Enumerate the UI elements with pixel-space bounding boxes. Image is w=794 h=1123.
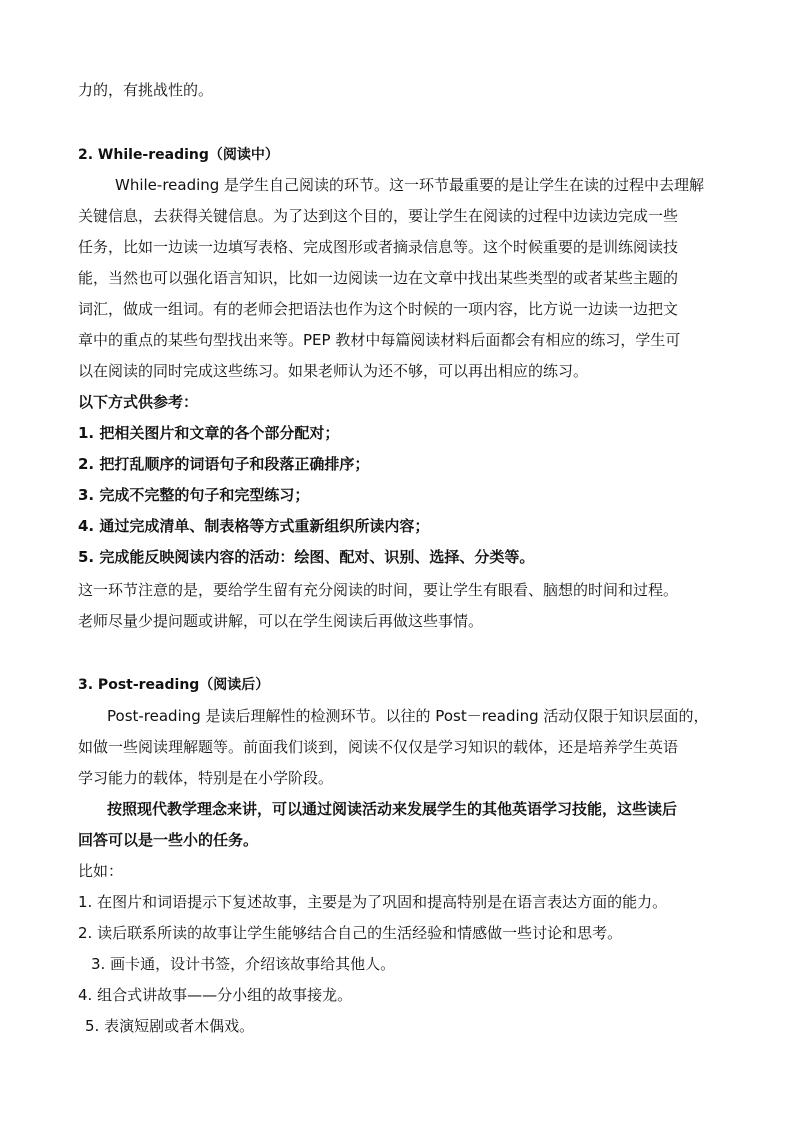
intro-tail-text: 力的，有挑战性的。 — [78, 81, 214, 99]
example-item: 3. 画卡通，设计书签，介绍该故事给其他人。 — [91, 955, 396, 973]
section-3-heading: 3. Post-reading（阅读后） — [78, 677, 270, 693]
list-item: 5. 完成能反映阅读内容的活动：绘图、配对、识别、选择、分类等。 — [78, 548, 535, 566]
section-3-paragraph-line: 如做一些阅读理解题等。前面我们谈到，阅读不仅仅是学习知识的载体，还是培养学生英语 — [78, 738, 679, 756]
section-2-paragraph-line: 关键信息，去获得关键信息。为了达到这个目的，要让学生在阅读的过程中边读边完成一些 — [78, 207, 679, 225]
section-2-paragraph-line: 能，当然也可以强化语言知识，比如一边阅读一边在文章中找出某些类型的或者某些主题的 — [78, 269, 679, 287]
list-item: 1. 把相关图片和文章的各个部分配对； — [78, 424, 340, 442]
example-item: 2. 读后联系所读的故事让学生能够结合自己的生活经验和情感做一些讨论和思考。 — [78, 924, 623, 942]
section-2-heading: 2. While-reading（阅读中） — [78, 147, 279, 163]
list-item: 2. 把打乱顺序的词语句子和段落正确排序； — [78, 455, 370, 473]
section-3-paragraph-line: Post-reading 是读后理解性的检测环节。以往的 Post－reading 活动仅限于知识层面的， — [107, 707, 709, 725]
example-item: 5. 表演短剧或者木偶戏。 — [85, 1017, 255, 1035]
example-item: 4. 组合式讲故事——分小组的故事接龙。 — [78, 986, 353, 1004]
emphasis-line: 按照现代教学理念来讲，可以通过阅读活动来发展学生的其他英语学习技能，这些读后 — [107, 800, 678, 818]
note-line: 老师尽量少提问题或讲解，可以在学生阅读后再做这些事情。 — [78, 612, 484, 630]
list-item: 3. 完成不完整的句子和完型练习； — [78, 486, 310, 504]
example-item: 1. 在图片和词语提示下复述故事，主要是为了巩固和提高特别是在语言表达方面的能力。 — [78, 893, 668, 911]
list-intro: 以下方式供参考： — [78, 393, 199, 411]
example-intro: 比如： — [78, 862, 124, 880]
section-2-paragraph-line: 章中的重点的某些句型找出来等。PEP 教材中每篇阅读材料后面都会有相应的练习，学生可 — [78, 331, 681, 349]
section-2-paragraph-line: While-reading 是学生自己阅读的环节。这一环节最重要的是让学生在读的过程中去理解 — [115, 176, 705, 194]
section-2-paragraph-line: 以在阅读的同时完成这些练习。如果老师认为还不够，可以再出相应的练习。 — [78, 362, 589, 380]
section-3-paragraph-line: 学习能力的载体，特别是在小学阶段。 — [78, 769, 334, 787]
emphasis-line: 回答可以是一些小的任务。 — [78, 831, 259, 849]
list-item: 4. 通过完成清单、制表格等方式重新组织所读内容； — [78, 517, 430, 535]
note-line: 这一环节注意的是，要给学生留有充分阅读的时间，要让学生有眼看、脑想的时间和过程。 — [78, 581, 679, 599]
section-2-paragraph-line: 词汇，做成一组词。有的老师会把语法也作为这个时候的一项内容，比方说一边读一边把文 — [78, 300, 679, 318]
section-2-paragraph-line: 任务，比如一边读一边填写表格、完成图形或者摘录信息等。这个时候重要的是训练阅读技 — [78, 238, 679, 256]
